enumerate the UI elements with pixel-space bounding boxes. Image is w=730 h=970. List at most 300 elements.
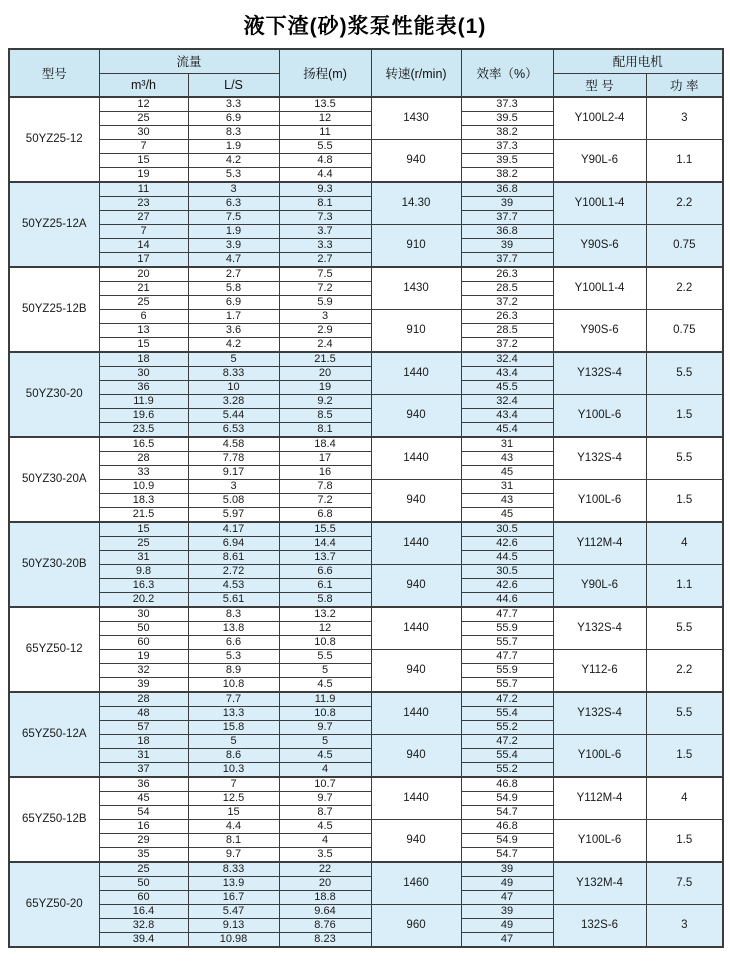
flow-ls-cell: 6.9 — [188, 296, 279, 310]
efficiency-cell: 55.7 — [461, 678, 553, 693]
flow-ls-cell: 8.3 — [188, 607, 279, 622]
flow-m3h-cell: 9.8 — [99, 565, 188, 579]
head-cell: 8.76 — [279, 919, 371, 933]
table-row — [9, 565, 723, 579]
table-row — [9, 735, 723, 749]
head-cell: 3.3 — [279, 239, 371, 253]
head-cell: 19 — [279, 381, 371, 395]
flow-m3h-cell: 39 — [99, 678, 188, 693]
flow-ls-cell: 3.9 — [188, 239, 279, 253]
flow-m3h-cell: 15 — [99, 154, 188, 168]
motor-model-cell: Y132S-4 — [553, 437, 646, 480]
head-cell: 10.7 — [279, 777, 371, 792]
efficiency-cell: 43 — [461, 494, 553, 508]
flow-ls-cell: 10.3 — [188, 763, 279, 778]
flow-m3h-cell: 18 — [99, 352, 188, 367]
pump-model-cell: 50YZ30-20 — [9, 352, 99, 437]
flow-ls-cell: 4.2 — [188, 154, 279, 168]
efficiency-cell: 39 — [461, 197, 553, 211]
flow-m3h-cell: 32 — [99, 664, 188, 678]
head-cell: 15.5 — [279, 522, 371, 537]
motor-model-cell: Y100L-6 — [553, 395, 646, 438]
pump-model-cell: 50YZ30-20A — [9, 437, 99, 522]
efficiency-cell: 44.5 — [461, 551, 553, 565]
col-header-model: 型号 — [9, 49, 99, 97]
flow-m3h-cell: 25 — [99, 296, 188, 310]
head-cell: 3 — [279, 310, 371, 324]
flow-ls-cell: 8.3 — [188, 126, 279, 140]
table-row — [9, 862, 723, 877]
motor-power-cell: 4 — [646, 522, 723, 565]
flow-m3h-cell: 15 — [99, 522, 188, 537]
head-cell: 12 — [279, 112, 371, 126]
head-cell: 2.9 — [279, 324, 371, 338]
motor-power-cell: 4 — [646, 777, 723, 820]
col-header-speed: 转速(r/min) — [371, 49, 461, 97]
efficiency-cell: 46.8 — [461, 777, 553, 792]
header-row-1 — [9, 49, 723, 73]
efficiency-cell: 42.6 — [461, 537, 553, 551]
flow-ls-cell: 5.47 — [188, 905, 279, 919]
flow-m3h-cell: 31 — [99, 749, 188, 763]
efficiency-cell: 43.4 — [461, 409, 553, 423]
flow-m3h-cell: 19 — [99, 650, 188, 664]
speed-cell: 910 — [371, 225, 461, 268]
efficiency-cell: 28.5 — [461, 282, 553, 296]
motor-model-cell: Y112M-4 — [553, 522, 646, 565]
table-row — [9, 140, 723, 154]
flow-m3h-cell: 17 — [99, 253, 188, 268]
flow-m3h-cell: 23 — [99, 197, 188, 211]
motor-power-cell: 2.2 — [646, 182, 723, 225]
flow-m3h-cell: 23.5 — [99, 423, 188, 438]
table-row — [9, 182, 723, 197]
flow-m3h-cell: 57 — [99, 721, 188, 735]
efficiency-cell: 54.9 — [461, 792, 553, 806]
head-cell: 16 — [279, 466, 371, 480]
head-cell: 18.8 — [279, 891, 371, 905]
flow-ls-cell: 4.53 — [188, 579, 279, 593]
head-cell: 7.3 — [279, 211, 371, 225]
flow-m3h-cell: 60 — [99, 636, 188, 650]
efficiency-cell: 26.3 — [461, 267, 553, 282]
flow-ls-cell: 5.97 — [188, 508, 279, 523]
flow-m3h-cell: 18 — [99, 735, 188, 749]
speed-cell: 14.30 — [371, 182, 461, 225]
flow-m3h-cell: 16.3 — [99, 579, 188, 593]
flow-ls-cell: 10 — [188, 381, 279, 395]
motor-power-cell: 0.75 — [646, 310, 723, 353]
motor-power-cell: 1.5 — [646, 480, 723, 523]
motor-model-cell: Y100L1-4 — [553, 182, 646, 225]
motor-power-cell: 5.5 — [646, 607, 723, 650]
speed-cell: 940 — [371, 140, 461, 183]
table-header — [9, 49, 723, 97]
table-row — [9, 777, 723, 792]
flow-m3h-cell: 11 — [99, 182, 188, 197]
flow-m3h-cell: 28 — [99, 692, 188, 707]
flow-m3h-cell: 30 — [99, 367, 188, 381]
head-cell: 3.7 — [279, 225, 371, 239]
efficiency-cell: 49 — [461, 919, 553, 933]
efficiency-cell: 43.4 — [461, 367, 553, 381]
efficiency-cell: 37.3 — [461, 140, 553, 154]
speed-cell: 1440 — [371, 607, 461, 650]
pump-model-cell: 65YZ50-12A — [9, 692, 99, 777]
flow-ls-cell: 4.17 — [188, 522, 279, 537]
head-cell: 12 — [279, 622, 371, 636]
efficiency-cell: 28.5 — [461, 324, 553, 338]
efficiency-cell: 38.2 — [461, 126, 553, 140]
flow-ls-cell: 5 — [188, 352, 279, 367]
flow-m3h-cell: 29 — [99, 834, 188, 848]
speed-cell: 940 — [371, 650, 461, 693]
flow-m3h-cell: 50 — [99, 622, 188, 636]
motor-model-cell: Y100L2-4 — [553, 97, 646, 140]
head-cell: 9.7 — [279, 721, 371, 735]
flow-m3h-cell: 10.9 — [99, 480, 188, 494]
flow-m3h-cell: 7 — [99, 225, 188, 239]
flow-ls-cell: 1.7 — [188, 310, 279, 324]
speed-cell: 1460 — [371, 862, 461, 905]
flow-m3h-cell: 19 — [99, 168, 188, 183]
col-header-head: 扬程(m) — [279, 49, 371, 97]
head-cell: 4 — [279, 834, 371, 848]
flow-ls-cell: 6.3 — [188, 197, 279, 211]
speed-cell: 1430 — [371, 267, 461, 310]
efficiency-cell: 31 — [461, 437, 553, 452]
table-row — [9, 905, 723, 919]
efficiency-cell: 49 — [461, 877, 553, 891]
table-row — [9, 395, 723, 409]
flow-ls-cell: 8.6 — [188, 749, 279, 763]
flow-ls-cell: 8.33 — [188, 367, 279, 381]
flow-ls-cell: 2.7 — [188, 267, 279, 282]
head-cell: 5.9 — [279, 296, 371, 310]
flow-ls-cell: 9.17 — [188, 466, 279, 480]
flow-m3h-cell: 39.4 — [99, 933, 188, 948]
flow-ls-cell: 3.28 — [188, 395, 279, 409]
table-row — [9, 225, 723, 239]
flow-m3h-cell: 30 — [99, 126, 188, 140]
head-cell: 13.7 — [279, 551, 371, 565]
flow-ls-cell: 12.5 — [188, 792, 279, 806]
efficiency-cell: 26.3 — [461, 310, 553, 324]
motor-model-cell: Y132S-4 — [553, 692, 646, 735]
flow-m3h-cell: 19.6 — [99, 409, 188, 423]
efficiency-cell: 39 — [461, 862, 553, 877]
flow-m3h-cell: 30 — [99, 607, 188, 622]
pump-model-cell: 65YZ50-12B — [9, 777, 99, 862]
table-row — [9, 820, 723, 834]
flow-m3h-cell: 32.8 — [99, 919, 188, 933]
efficiency-cell: 46.8 — [461, 820, 553, 834]
flow-ls-cell: 8.33 — [188, 862, 279, 877]
flow-ls-cell: 5 — [188, 735, 279, 749]
head-cell: 6.6 — [279, 565, 371, 579]
motor-power-cell: 3 — [646, 905, 723, 948]
motor-model-cell: Y100L1-4 — [553, 267, 646, 310]
efficiency-cell: 45.5 — [461, 381, 553, 395]
flow-ls-cell: 9.7 — [188, 848, 279, 863]
flow-m3h-cell: 15 — [99, 338, 188, 353]
flow-m3h-cell: 37 — [99, 763, 188, 778]
head-cell: 7.2 — [279, 494, 371, 508]
flow-m3h-cell: 33 — [99, 466, 188, 480]
flow-ls-cell: 5.3 — [188, 168, 279, 183]
flow-m3h-cell: 21.5 — [99, 508, 188, 523]
head-cell: 5 — [279, 664, 371, 678]
flow-m3h-cell: 36 — [99, 777, 188, 792]
flow-ls-cell: 16.7 — [188, 891, 279, 905]
table-body — [9, 97, 723, 947]
efficiency-cell: 55.7 — [461, 636, 553, 650]
flow-m3h-cell: 36 — [99, 381, 188, 395]
head-cell: 7.2 — [279, 282, 371, 296]
flow-m3h-cell: 48 — [99, 707, 188, 721]
motor-power-cell: 1.5 — [646, 735, 723, 778]
motor-model-cell: Y132S-4 — [553, 607, 646, 650]
efficiency-cell: 43 — [461, 452, 553, 466]
flow-ls-cell: 13.9 — [188, 877, 279, 891]
head-cell: 6.1 — [279, 579, 371, 593]
efficiency-cell: 47.2 — [461, 735, 553, 749]
efficiency-cell: 36.8 — [461, 182, 553, 197]
efficiency-cell: 55.9 — [461, 622, 553, 636]
efficiency-cell: 54.7 — [461, 848, 553, 863]
flow-m3h-cell: 16.4 — [99, 905, 188, 919]
table-row — [9, 692, 723, 707]
col-header-motor-power: 功 率 — [646, 73, 723, 97]
head-cell: 17 — [279, 452, 371, 466]
motor-model-cell: 132S-6 — [553, 905, 646, 948]
speed-cell: 940 — [371, 565, 461, 608]
motor-model-cell: Y132M-4 — [553, 862, 646, 905]
efficiency-cell: 38.2 — [461, 168, 553, 183]
head-cell: 18.4 — [279, 437, 371, 452]
head-cell: 13.5 — [279, 97, 371, 112]
speed-cell: 1440 — [371, 437, 461, 480]
motor-model-cell: Y112-6 — [553, 650, 646, 693]
efficiency-cell: 47.7 — [461, 650, 553, 664]
efficiency-cell: 44.6 — [461, 593, 553, 608]
flow-ls-cell: 10.8 — [188, 678, 279, 693]
efficiency-cell: 47 — [461, 891, 553, 905]
flow-ls-cell: 1.9 — [188, 225, 279, 239]
speed-cell: 1430 — [371, 97, 461, 140]
flow-ls-cell: 5.08 — [188, 494, 279, 508]
efficiency-cell: 37.2 — [461, 338, 553, 353]
motor-model-cell: Y90S-6 — [553, 310, 646, 353]
motor-power-cell: 0.75 — [646, 225, 723, 268]
flow-ls-cell: 4.7 — [188, 253, 279, 268]
motor-model-cell: Y100L-6 — [553, 480, 646, 523]
flow-ls-cell: 3 — [188, 182, 279, 197]
speed-cell: 1440 — [371, 777, 461, 820]
flow-ls-cell: 8.61 — [188, 551, 279, 565]
flow-m3h-cell: 11.9 — [99, 395, 188, 409]
head-cell: 4.4 — [279, 168, 371, 183]
motor-model-cell: Y90L-6 — [553, 565, 646, 608]
flow-ls-cell: 4.2 — [188, 338, 279, 353]
pump-performance-table — [8, 48, 724, 948]
flow-ls-cell: 13.8 — [188, 622, 279, 636]
flow-ls-cell: 1.9 — [188, 140, 279, 154]
flow-ls-cell: 5.3 — [188, 650, 279, 664]
efficiency-cell: 42.6 — [461, 579, 553, 593]
speed-cell: 940 — [371, 820, 461, 863]
head-cell: 5.5 — [279, 650, 371, 664]
head-cell: 5 — [279, 735, 371, 749]
flow-m3h-cell: 20.2 — [99, 593, 188, 608]
efficiency-cell: 30.5 — [461, 522, 553, 537]
flow-ls-cell: 7.7 — [188, 692, 279, 707]
flow-m3h-cell: 13 — [99, 324, 188, 338]
flow-ls-cell: 7.78 — [188, 452, 279, 466]
motor-power-cell: 1.1 — [646, 565, 723, 608]
pump-model-cell: 50YZ25-12B — [9, 267, 99, 352]
speed-cell: 910 — [371, 310, 461, 353]
flow-m3h-cell: 45 — [99, 792, 188, 806]
head-cell: 9.3 — [279, 182, 371, 197]
head-cell: 10.8 — [279, 707, 371, 721]
motor-power-cell: 3 — [646, 97, 723, 140]
motor-model-cell: Y90L-6 — [553, 140, 646, 183]
efficiency-cell: 39.5 — [461, 154, 553, 168]
pump-model-cell: 65YZ50-12 — [9, 607, 99, 692]
head-cell: 14.4 — [279, 537, 371, 551]
flow-ls-cell: 5.61 — [188, 593, 279, 608]
efficiency-cell: 47.2 — [461, 692, 553, 707]
flow-m3h-cell: 20 — [99, 267, 188, 282]
flow-m3h-cell: 27 — [99, 211, 188, 225]
efficiency-cell: 37.7 — [461, 253, 553, 268]
head-cell: 7.5 — [279, 267, 371, 282]
efficiency-cell: 37.7 — [461, 211, 553, 225]
head-cell: 20 — [279, 877, 371, 891]
flow-m3h-cell: 35 — [99, 848, 188, 863]
head-cell: 11 — [279, 126, 371, 140]
efficiency-cell: 30.5 — [461, 565, 553, 579]
efficiency-cell: 39 — [461, 239, 553, 253]
head-cell: 8.1 — [279, 423, 371, 438]
table-row — [9, 607, 723, 622]
flow-ls-cell: 5.44 — [188, 409, 279, 423]
table-row — [9, 437, 723, 452]
efficiency-cell: 55.2 — [461, 763, 553, 778]
speed-cell: 1440 — [371, 522, 461, 565]
col-header-flow: 流量 — [99, 49, 279, 73]
flow-ls-cell: 7.5 — [188, 211, 279, 225]
flow-ls-cell: 15.8 — [188, 721, 279, 735]
efficiency-cell: 39 — [461, 905, 553, 919]
col-header-efficiency: 效率（%） — [461, 49, 553, 97]
head-cell: 8.7 — [279, 806, 371, 820]
motor-model-cell: Y100L-6 — [553, 735, 646, 778]
efficiency-cell: 55.4 — [461, 707, 553, 721]
pump-model-cell: 50YZ30-20B — [9, 522, 99, 607]
flow-ls-cell: 10.98 — [188, 933, 279, 948]
motor-power-cell: 7.5 — [646, 862, 723, 905]
motor-power-cell: 1.5 — [646, 820, 723, 863]
motor-power-cell: 1.1 — [646, 140, 723, 183]
flow-m3h-cell: 25 — [99, 537, 188, 551]
table-row — [9, 267, 723, 282]
flow-ls-cell: 3.3 — [188, 97, 279, 112]
flow-ls-cell: 8.1 — [188, 834, 279, 848]
head-cell: 4.8 — [279, 154, 371, 168]
head-cell: 9.2 — [279, 395, 371, 409]
head-cell: 8.23 — [279, 933, 371, 948]
head-cell: 4.5 — [279, 678, 371, 693]
speed-cell: 1440 — [371, 692, 461, 735]
flow-m3h-cell: 16 — [99, 820, 188, 834]
flow-ls-cell: 7 — [188, 777, 279, 792]
head-cell: 2.4 — [279, 338, 371, 353]
col-header-flow-m3h: m³/h — [99, 73, 188, 97]
head-cell: 8.5 — [279, 409, 371, 423]
speed-cell: 940 — [371, 480, 461, 523]
pump-model-cell: 50YZ25-12 — [9, 97, 99, 182]
speed-cell: 940 — [371, 395, 461, 438]
flow-m3h-cell: 18.3 — [99, 494, 188, 508]
motor-power-cell: 2.2 — [646, 650, 723, 693]
flow-ls-cell: 3.6 — [188, 324, 279, 338]
head-cell: 22 — [279, 862, 371, 877]
flow-m3h-cell: 28 — [99, 452, 188, 466]
head-cell: 5.5 — [279, 140, 371, 154]
motor-power-cell: 1.5 — [646, 395, 723, 438]
head-cell: 21.5 — [279, 352, 371, 367]
motor-power-cell: 5.5 — [646, 692, 723, 735]
flow-ls-cell: 6.6 — [188, 636, 279, 650]
motor-model-cell: Y132S-4 — [553, 352, 646, 395]
efficiency-cell: 45 — [461, 466, 553, 480]
efficiency-cell: 31 — [461, 480, 553, 494]
head-cell: 9.64 — [279, 905, 371, 919]
efficiency-cell: 47 — [461, 933, 553, 948]
efficiency-cell: 54.9 — [461, 834, 553, 848]
head-cell: 3.5 — [279, 848, 371, 863]
flow-ls-cell: 5.8 — [188, 282, 279, 296]
flow-ls-cell: 15 — [188, 806, 279, 820]
table-row — [9, 480, 723, 494]
head-cell: 13.2 — [279, 607, 371, 622]
flow-m3h-cell: 7 — [99, 140, 188, 154]
efficiency-cell: 45.4 — [461, 423, 553, 438]
efficiency-cell: 36.8 — [461, 225, 553, 239]
flow-m3h-cell: 21 — [99, 282, 188, 296]
efficiency-cell: 39.5 — [461, 112, 553, 126]
efficiency-cell: 55.2 — [461, 721, 553, 735]
table-row — [9, 522, 723, 537]
flow-ls-cell: 6.9 — [188, 112, 279, 126]
flow-m3h-cell: 31 — [99, 551, 188, 565]
col-header-motor: 配用电机 — [553, 49, 723, 73]
pump-model-cell: 65YZ50-20 — [9, 862, 99, 947]
speed-cell: 940 — [371, 735, 461, 778]
flow-m3h-cell: 25 — [99, 112, 188, 126]
head-cell: 10.8 — [279, 636, 371, 650]
table-row — [9, 650, 723, 664]
head-cell: 7.8 — [279, 480, 371, 494]
flow-ls-cell: 4.4 — [188, 820, 279, 834]
head-cell: 4 — [279, 763, 371, 778]
motor-power-cell: 5.5 — [646, 352, 723, 395]
efficiency-cell: 32.4 — [461, 395, 553, 409]
speed-cell: 1440 — [371, 352, 461, 395]
flow-ls-cell: 6.53 — [188, 423, 279, 438]
